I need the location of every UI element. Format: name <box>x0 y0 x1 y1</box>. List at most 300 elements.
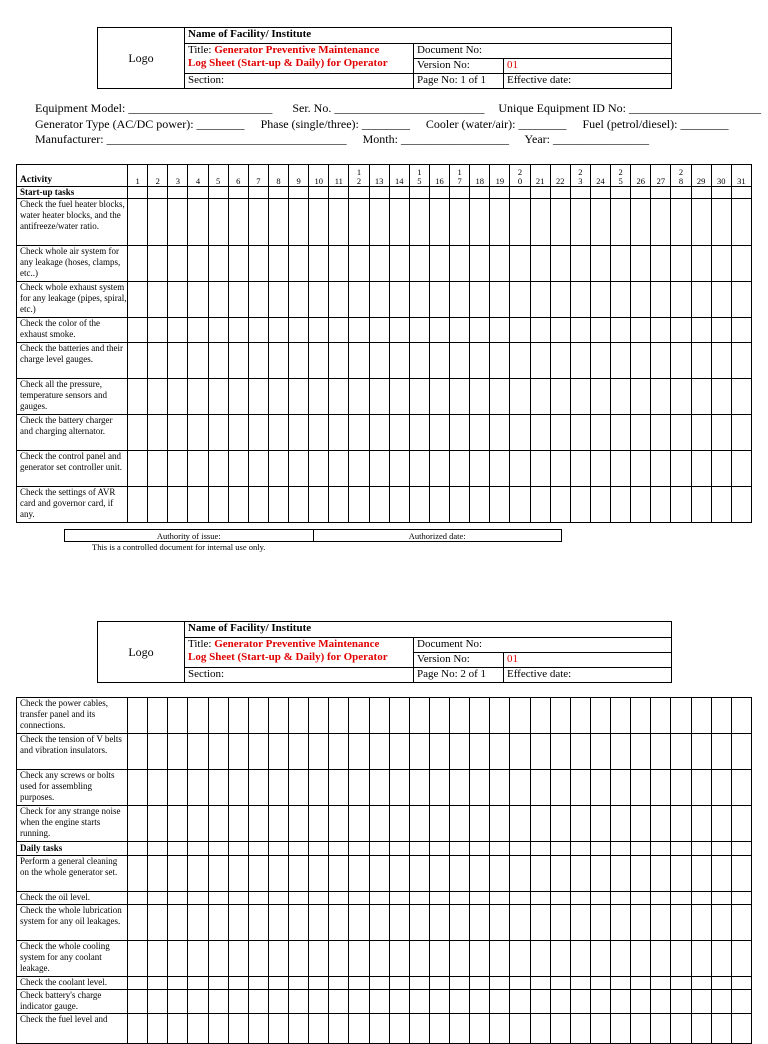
check-cell[interactable] <box>450 990 470 1014</box>
check-cell[interactable] <box>128 282 148 318</box>
check-cell[interactable] <box>369 990 389 1014</box>
check-cell[interactable] <box>450 187 470 199</box>
check-cell[interactable] <box>248 990 268 1014</box>
check-cell[interactable] <box>429 282 449 318</box>
check-cell[interactable] <box>570 698 590 734</box>
check-cell[interactable] <box>429 415 449 451</box>
check-cell[interactable] <box>289 770 309 806</box>
check-cell[interactable] <box>168 379 188 415</box>
check-cell[interactable] <box>510 842 530 856</box>
check-cell[interactable] <box>590 379 610 415</box>
check-cell[interactable] <box>389 977 409 990</box>
check-cell[interactable] <box>651 379 671 415</box>
check-cell[interactable] <box>289 734 309 770</box>
check-cell[interactable] <box>651 977 671 990</box>
check-cell[interactable] <box>369 905 389 941</box>
check-cell[interactable] <box>349 246 369 282</box>
check-cell[interactable] <box>248 698 268 734</box>
check-cell[interactable] <box>731 451 751 487</box>
check-cell[interactable] <box>490 379 510 415</box>
check-cell[interactable] <box>128 318 148 343</box>
check-cell[interactable] <box>510 892 530 905</box>
check-cell[interactable] <box>248 282 268 318</box>
check-cell[interactable] <box>530 905 550 941</box>
check-cell[interactable] <box>570 187 590 199</box>
check-cell[interactable] <box>309 977 329 990</box>
check-cell[interactable] <box>409 199 429 246</box>
check-cell[interactable] <box>550 698 570 734</box>
check-cell[interactable] <box>611 856 631 892</box>
check-cell[interactable] <box>711 734 731 770</box>
check-cell[interactable] <box>651 487 671 523</box>
check-cell[interactable] <box>268 977 288 990</box>
check-cell[interactable] <box>148 698 168 734</box>
check-cell[interactable] <box>208 379 228 415</box>
check-cell[interactable] <box>590 941 610 977</box>
check-cell[interactable] <box>510 246 530 282</box>
check-cell[interactable] <box>168 977 188 990</box>
check-cell[interactable] <box>429 977 449 990</box>
check-cell[interactable] <box>329 842 349 856</box>
check-cell[interactable] <box>590 246 610 282</box>
check-cell[interactable] <box>228 990 248 1014</box>
check-cell[interactable] <box>389 941 409 977</box>
check-cell[interactable] <box>530 842 550 856</box>
check-cell[interactable] <box>731 856 751 892</box>
check-cell[interactable] <box>429 199 449 246</box>
check-cell[interactable] <box>429 806 449 842</box>
check-cell[interactable] <box>731 698 751 734</box>
check-cell[interactable] <box>570 1014 590 1044</box>
check-cell[interactable] <box>369 187 389 199</box>
check-cell[interactable] <box>450 905 470 941</box>
check-cell[interactable] <box>208 698 228 734</box>
check-cell[interactable] <box>208 282 228 318</box>
check-cell[interactable] <box>530 770 550 806</box>
check-cell[interactable] <box>289 282 309 318</box>
check-cell[interactable] <box>188 318 208 343</box>
check-cell[interactable] <box>309 905 329 941</box>
check-cell[interactable] <box>590 734 610 770</box>
check-cell[interactable] <box>590 187 610 199</box>
check-cell[interactable] <box>450 892 470 905</box>
check-cell[interactable] <box>490 199 510 246</box>
check-cell[interactable] <box>409 487 429 523</box>
check-cell[interactable] <box>550 187 570 199</box>
check-cell[interactable] <box>429 990 449 1014</box>
check-cell[interactable] <box>450 770 470 806</box>
check-cell[interactable] <box>309 770 329 806</box>
check-cell[interactable] <box>530 856 550 892</box>
check-cell[interactable] <box>731 842 751 856</box>
check-cell[interactable] <box>188 734 208 770</box>
check-cell[interactable] <box>188 892 208 905</box>
check-cell[interactable] <box>309 415 329 451</box>
check-cell[interactable] <box>188 770 208 806</box>
check-cell[interactable] <box>289 199 309 246</box>
check-cell[interactable] <box>490 1014 510 1044</box>
check-cell[interactable] <box>450 856 470 892</box>
check-cell[interactable] <box>289 990 309 1014</box>
check-cell[interactable] <box>651 282 671 318</box>
check-cell[interactable] <box>510 451 530 487</box>
check-cell[interactable] <box>208 892 228 905</box>
check-cell[interactable] <box>369 941 389 977</box>
check-cell[interactable] <box>208 905 228 941</box>
check-cell[interactable] <box>550 282 570 318</box>
check-cell[interactable] <box>148 199 168 246</box>
check-cell[interactable] <box>128 451 148 487</box>
check-cell[interactable] <box>651 856 671 892</box>
check-cell[interactable] <box>711 1014 731 1044</box>
check-cell[interactable] <box>369 415 389 451</box>
check-cell[interactable] <box>450 1014 470 1044</box>
check-cell[interactable] <box>329 770 349 806</box>
check-cell[interactable] <box>570 990 590 1014</box>
check-cell[interactable] <box>329 856 349 892</box>
check-cell[interactable] <box>691 282 711 318</box>
check-cell[interactable] <box>450 698 470 734</box>
check-cell[interactable] <box>128 379 148 415</box>
check-cell[interactable] <box>631 379 651 415</box>
check-cell[interactable] <box>309 734 329 770</box>
check-cell[interactable] <box>228 734 248 770</box>
check-cell[interactable] <box>228 487 248 523</box>
check-cell[interactable] <box>289 187 309 199</box>
check-cell[interactable] <box>309 246 329 282</box>
check-cell[interactable] <box>631 187 651 199</box>
check-cell[interactable] <box>228 187 248 199</box>
check-cell[interactable] <box>148 343 168 379</box>
check-cell[interactable] <box>470 187 490 199</box>
check-cell[interactable] <box>208 990 228 1014</box>
check-cell[interactable] <box>691 892 711 905</box>
check-cell[interactable] <box>148 806 168 842</box>
check-cell[interactable] <box>490 806 510 842</box>
check-cell[interactable] <box>550 842 570 856</box>
check-cell[interactable] <box>510 990 530 1014</box>
check-cell[interactable] <box>671 343 691 379</box>
check-cell[interactable] <box>389 187 409 199</box>
check-cell[interactable] <box>691 199 711 246</box>
check-cell[interactable] <box>510 905 530 941</box>
check-cell[interactable] <box>369 770 389 806</box>
check-cell[interactable] <box>208 318 228 343</box>
check-cell[interactable] <box>450 343 470 379</box>
check-cell[interactable] <box>711 343 731 379</box>
check-cell[interactable] <box>490 318 510 343</box>
check-cell[interactable] <box>409 451 429 487</box>
check-cell[interactable] <box>168 343 188 379</box>
check-cell[interactable] <box>731 892 751 905</box>
check-cell[interactable] <box>248 1014 268 1044</box>
check-cell[interactable] <box>349 856 369 892</box>
check-cell[interactable] <box>409 379 429 415</box>
check-cell[interactable] <box>530 1014 550 1044</box>
check-cell[interactable] <box>148 415 168 451</box>
check-cell[interactable] <box>550 1014 570 1044</box>
check-cell[interactable] <box>188 343 208 379</box>
check-cell[interactable] <box>651 892 671 905</box>
check-cell[interactable] <box>148 246 168 282</box>
check-cell[interactable] <box>671 318 691 343</box>
check-cell[interactable] <box>711 246 731 282</box>
check-cell[interactable] <box>268 415 288 451</box>
check-cell[interactable] <box>148 487 168 523</box>
check-cell[interactable] <box>651 187 671 199</box>
check-cell[interactable] <box>671 199 691 246</box>
check-cell[interactable] <box>510 343 530 379</box>
check-cell[interactable] <box>268 199 288 246</box>
check-cell[interactable] <box>631 318 651 343</box>
check-cell[interactable] <box>691 1014 711 1044</box>
check-cell[interactable] <box>228 282 248 318</box>
check-cell[interactable] <box>309 187 329 199</box>
check-cell[interactable] <box>631 856 651 892</box>
check-cell[interactable] <box>309 842 329 856</box>
check-cell[interactable] <box>470 842 490 856</box>
check-cell[interactable] <box>329 806 349 842</box>
check-cell[interactable] <box>329 343 349 379</box>
check-cell[interactable] <box>530 698 550 734</box>
check-cell[interactable] <box>128 806 148 842</box>
check-cell[interactable] <box>590 343 610 379</box>
check-cell[interactable] <box>490 487 510 523</box>
check-cell[interactable] <box>248 487 268 523</box>
check-cell[interactable] <box>731 977 751 990</box>
check-cell[interactable] <box>631 1014 651 1044</box>
check-cell[interactable] <box>148 990 168 1014</box>
check-cell[interactable] <box>570 282 590 318</box>
check-cell[interactable] <box>329 990 349 1014</box>
check-cell[interactable] <box>530 990 550 1014</box>
check-cell[interactable] <box>550 905 570 941</box>
check-cell[interactable] <box>691 977 711 990</box>
check-cell[interactable] <box>570 487 590 523</box>
check-cell[interactable] <box>671 990 691 1014</box>
check-cell[interactable] <box>329 379 349 415</box>
check-cell[interactable] <box>711 318 731 343</box>
check-cell[interactable] <box>329 734 349 770</box>
check-cell[interactable] <box>389 343 409 379</box>
check-cell[interactable] <box>550 379 570 415</box>
check-cell[interactable] <box>711 199 731 246</box>
check-cell[interactable] <box>168 941 188 977</box>
check-cell[interactable] <box>309 379 329 415</box>
check-cell[interactable] <box>369 856 389 892</box>
check-cell[interactable] <box>389 806 409 842</box>
check-cell[interactable] <box>590 318 610 343</box>
check-cell[interactable] <box>470 379 490 415</box>
check-cell[interactable] <box>168 187 188 199</box>
check-cell[interactable] <box>490 941 510 977</box>
check-cell[interactable] <box>671 487 691 523</box>
check-cell[interactable] <box>631 487 651 523</box>
check-cell[interactable] <box>148 379 168 415</box>
check-cell[interactable] <box>731 990 751 1014</box>
check-cell[interactable] <box>671 806 691 842</box>
check-cell[interactable] <box>450 282 470 318</box>
check-cell[interactable] <box>691 379 711 415</box>
check-cell[interactable] <box>429 451 449 487</box>
check-cell[interactable] <box>208 977 228 990</box>
check-cell[interactable] <box>470 415 490 451</box>
check-cell[interactable] <box>329 199 349 246</box>
check-cell[interactable] <box>268 892 288 905</box>
check-cell[interactable] <box>570 977 590 990</box>
check-cell[interactable] <box>289 318 309 343</box>
check-cell[interactable] <box>248 734 268 770</box>
check-cell[interactable] <box>510 199 530 246</box>
check-cell[interactable] <box>188 187 208 199</box>
check-cell[interactable] <box>510 415 530 451</box>
check-cell[interactable] <box>570 451 590 487</box>
check-cell[interactable] <box>611 282 631 318</box>
check-cell[interactable] <box>248 977 268 990</box>
check-cell[interactable] <box>470 199 490 246</box>
check-cell[interactable] <box>510 282 530 318</box>
check-cell[interactable] <box>470 318 490 343</box>
check-cell[interactable] <box>429 905 449 941</box>
check-cell[interactable] <box>731 1014 751 1044</box>
check-cell[interactable] <box>349 415 369 451</box>
check-cell[interactable] <box>369 487 389 523</box>
check-cell[interactable] <box>711 487 731 523</box>
check-cell[interactable] <box>590 487 610 523</box>
check-cell[interactable] <box>450 487 470 523</box>
check-cell[interactable] <box>248 451 268 487</box>
check-cell[interactable] <box>510 977 530 990</box>
check-cell[interactable] <box>550 487 570 523</box>
check-cell[interactable] <box>530 415 550 451</box>
check-cell[interactable] <box>450 806 470 842</box>
check-cell[interactable] <box>711 451 731 487</box>
check-cell[interactable] <box>389 770 409 806</box>
check-cell[interactable] <box>188 1014 208 1044</box>
check-cell[interactable] <box>711 415 731 451</box>
check-cell[interactable] <box>349 990 369 1014</box>
check-cell[interactable] <box>711 990 731 1014</box>
check-cell[interactable] <box>671 734 691 770</box>
check-cell[interactable] <box>268 905 288 941</box>
check-cell[interactable] <box>148 318 168 343</box>
check-cell[interactable] <box>510 187 530 199</box>
check-cell[interactable] <box>369 199 389 246</box>
check-cell[interactable] <box>711 842 731 856</box>
check-cell[interactable] <box>691 905 711 941</box>
check-cell[interactable] <box>490 770 510 806</box>
check-cell[interactable] <box>611 187 631 199</box>
check-cell[interactable] <box>409 842 429 856</box>
check-cell[interactable] <box>268 941 288 977</box>
check-cell[interactable] <box>470 892 490 905</box>
check-cell[interactable] <box>590 905 610 941</box>
check-cell[interactable] <box>490 842 510 856</box>
check-cell[interactable] <box>389 199 409 246</box>
check-cell[interactable] <box>228 246 248 282</box>
check-cell[interactable] <box>289 379 309 415</box>
check-cell[interactable] <box>248 770 268 806</box>
check-cell[interactable] <box>289 892 309 905</box>
check-cell[interactable] <box>329 451 349 487</box>
check-cell[interactable] <box>550 892 570 905</box>
check-cell[interactable] <box>208 806 228 842</box>
check-cell[interactable] <box>289 415 309 451</box>
check-cell[interactable] <box>148 977 168 990</box>
check-cell[interactable] <box>168 282 188 318</box>
check-cell[interactable] <box>208 487 228 523</box>
check-cell[interactable] <box>148 842 168 856</box>
check-cell[interactable] <box>409 246 429 282</box>
check-cell[interactable] <box>188 199 208 246</box>
check-cell[interactable] <box>550 343 570 379</box>
check-cell[interactable] <box>248 199 268 246</box>
check-cell[interactable] <box>349 941 369 977</box>
check-cell[interactable] <box>128 698 148 734</box>
check-cell[interactable] <box>651 451 671 487</box>
check-cell[interactable] <box>228 941 248 977</box>
check-cell[interactable] <box>168 451 188 487</box>
check-cell[interactable] <box>208 415 228 451</box>
check-cell[interactable] <box>731 318 751 343</box>
check-cell[interactable] <box>168 199 188 246</box>
check-cell[interactable] <box>651 806 671 842</box>
check-cell[interactable] <box>268 770 288 806</box>
check-cell[interactable] <box>289 806 309 842</box>
check-cell[interactable] <box>671 282 691 318</box>
check-cell[interactable] <box>268 451 288 487</box>
check-cell[interactable] <box>389 318 409 343</box>
check-cell[interactable] <box>631 905 651 941</box>
check-cell[interactable] <box>731 199 751 246</box>
check-cell[interactable] <box>208 842 228 856</box>
check-cell[interactable] <box>671 892 691 905</box>
check-cell[interactable] <box>671 415 691 451</box>
check-cell[interactable] <box>651 199 671 246</box>
check-cell[interactable] <box>268 379 288 415</box>
check-cell[interactable] <box>450 415 470 451</box>
check-cell[interactable] <box>570 905 590 941</box>
check-cell[interactable] <box>470 282 490 318</box>
check-cell[interactable] <box>631 451 651 487</box>
check-cell[interactable] <box>450 246 470 282</box>
check-cell[interactable] <box>289 856 309 892</box>
check-cell[interactable] <box>631 415 651 451</box>
check-cell[interactable] <box>510 806 530 842</box>
check-cell[interactable] <box>349 187 369 199</box>
check-cell[interactable] <box>188 487 208 523</box>
check-cell[interactable] <box>208 941 228 977</box>
check-cell[interactable] <box>369 734 389 770</box>
check-cell[interactable] <box>208 856 228 892</box>
check-cell[interactable] <box>349 698 369 734</box>
check-cell[interactable] <box>329 187 349 199</box>
check-cell[interactable] <box>369 977 389 990</box>
check-cell[interactable] <box>309 941 329 977</box>
check-cell[interactable] <box>611 941 631 977</box>
check-cell[interactable] <box>651 770 671 806</box>
check-cell[interactable] <box>570 379 590 415</box>
check-cell[interactable] <box>470 990 490 1014</box>
check-cell[interactable] <box>329 246 349 282</box>
check-cell[interactable] <box>671 941 691 977</box>
check-cell[interactable] <box>611 842 631 856</box>
check-cell[interactable] <box>550 977 570 990</box>
check-cell[interactable] <box>550 941 570 977</box>
check-cell[interactable] <box>349 770 369 806</box>
check-cell[interactable] <box>631 199 651 246</box>
check-cell[interactable] <box>691 806 711 842</box>
